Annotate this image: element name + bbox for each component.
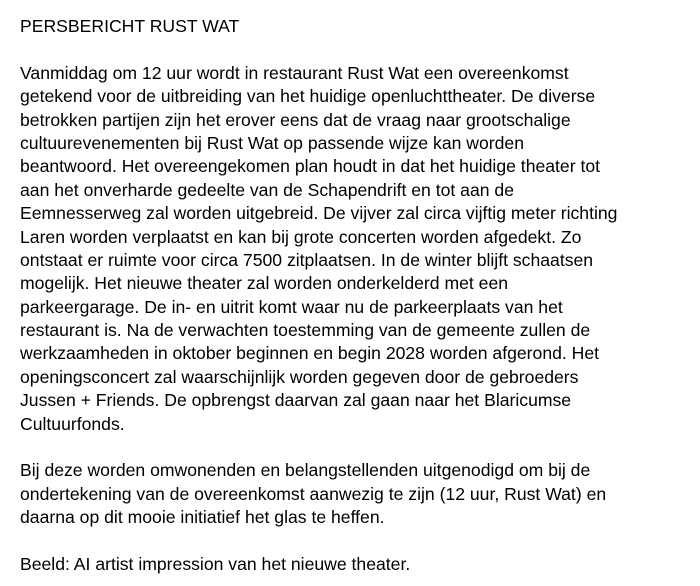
paragraph-line: daarna op dit mooie initiatief het glas te heffen. [20,507,385,528]
paragraph-line: Cultuurfonds. [20,413,125,434]
paragraph-line: cultuurevenementen bij Rust Wat op passende wijze kan worden [20,132,524,153]
paragraph-line: betrokken partijen zijn het erover eens dat de vraag naar grootschalige [20,109,571,130]
paragraph-line: ontstaat er ruimte voor circa 7500 zitplaatsen. In de winter blijft schaatsen [20,249,594,270]
paragraph-line: aan het onverharde gedeelte van de Schapendrift en tot aan de [20,179,514,200]
paragraph-line: parkeergarage. De in- en uitrit komt waar nu de parkeerplaats van het [20,296,563,317]
spacer [20,530,695,553]
paragraph-line: openingsconcert zal waarschijnlijk worden gegeven door de gebroeders [20,366,579,387]
paragraph-line: restaurant is. Na de verwachten toestemming van de gemeente zullen de [20,320,591,341]
paragraph-line: Jussen + Friends. De opbrengst daarvan zal gaan naar het Blaricumse [20,390,572,411]
paragraph-line: Eemnesserweg zal worden uitgebreid. De vijver zal circa vijftig meter richting [20,203,618,224]
paragraph-1 [20,62,695,436]
paragraph-line: getekend voor de uitbreiding van het huidige openluchttheater. De diverse [20,86,596,107]
spacer [20,38,695,61]
paragraph-line: Vanmiddag om 12 uur wordt in restaurant Rust Wat een overeenkomst [20,62,569,83]
document-title: PERSBERICHT RUST WAT [20,16,240,36]
paragraph-line: beantwoord. Het overeengekomen plan houdt in dat het huidige theater tot [20,156,601,177]
paragraph-2 [20,459,695,529]
paragraph-line: mogelijk. Het nieuwe theater zal worden onderkelderd met een [20,273,509,294]
spacer [20,436,695,459]
paragraph-line: Bij deze worden omwonenden en belangstellenden uitgenodigd om bij de [20,460,591,481]
paragraph-line: werkzaamheden in oktober beginnen en begin 2028 worden afgerond. Het [20,343,600,364]
image-caption: Beeld: AI artist impression van het nieuwe theater. [20,553,411,574]
paragraph-line: ondertekening van de overeenkomst aanwezig te zijn (12 uur, Rust Wat) en [20,483,607,504]
press-release-document [20,15,695,576]
paragraph-line: Laren worden verplaatst en kan bij grote concerten worden afgedekt. Zo [20,226,582,247]
